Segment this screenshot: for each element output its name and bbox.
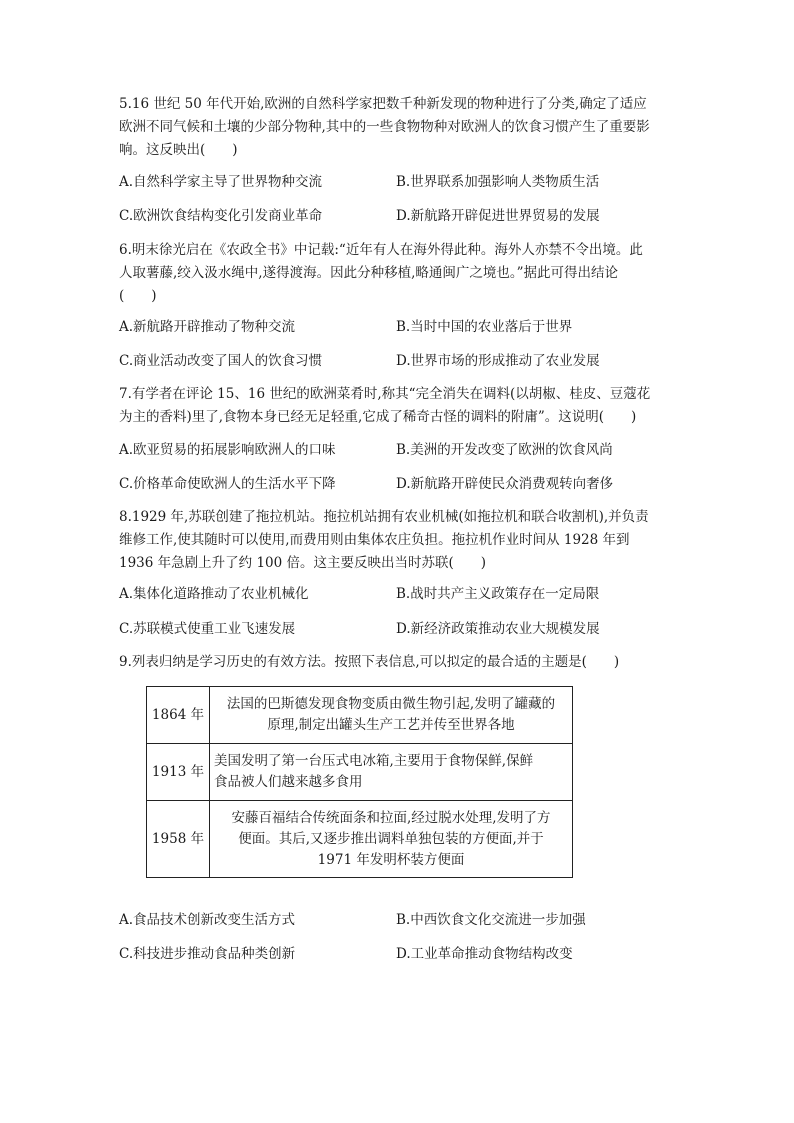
stem-line: 为主的香料)里了,食物本身已经无足轻重,它成了稀奇古怪的调料的附庸”。这说明( ) <box>119 409 637 425</box>
stem-line: 5.16 世纪 50 年代开始,欧洲的自然科学家把数千种新发现的物种进行了分类,确定了适应 <box>119 96 647 112</box>
stem-line: 响。这反映出( ) <box>119 142 238 158</box>
table-row <box>147 744 573 801</box>
option-b[interactable]: B.当时中国的农业落后于世界 <box>396 319 573 335</box>
question-9 <box>119 651 677 674</box>
option-d[interactable]: D.世界市场的形成推动了农业发展 <box>396 353 600 369</box>
question-5-options-row-1 <box>119 171 679 194</box>
stem-line: 1936 年急剧上升了约 100 倍。这主要反映出当时苏联( ) <box>119 555 487 571</box>
desc-line: 法国的巴斯德发现食物变质由微生物引起,发明了罐藏的 <box>226 696 556 712</box>
question-5-stem <box>119 93 677 162</box>
option-d[interactable]: D.新航路开辟促进世界贸易的发展 <box>396 208 600 224</box>
question-8 <box>119 506 677 575</box>
option-a[interactable]: A.集体化道路推动了农业机械化 <box>119 586 309 602</box>
desc-line: 安藤百福结合传统面条和拉面,经过脱水处理,发明了方 <box>231 809 551 826</box>
option-c[interactable]: C.价格革命使欧洲人的生活水平下降 <box>119 476 336 492</box>
question-5-options-row-2 <box>119 205 679 228</box>
option-a[interactable]: A.自然科学家主导了世界物种交流 <box>119 174 323 190</box>
question-6-stem <box>119 239 677 308</box>
question-6-options-row-1 <box>119 316 679 339</box>
question-8-stem <box>119 506 677 575</box>
desc-line: 便面。其后,又逐步推出调料单独包装的方便面,并于 <box>238 830 544 847</box>
question-7-options-row-2 <box>119 473 679 496</box>
question-8-options-row-1 <box>119 583 679 606</box>
question-5 <box>119 93 677 162</box>
stem-line: 7.有学者在评论 15、16 世纪的欧洲菜肴时,称其“完全消失在调料(以胡椒、桂皮、豆蔻花 <box>119 386 651 402</box>
question-7-stem <box>119 383 677 429</box>
table-row <box>147 801 573 878</box>
stem-line: ( ) <box>119 288 157 304</box>
history-info-table <box>146 686 573 878</box>
option-c[interactable]: C.苏联模式使重工业飞速发展 <box>119 621 296 637</box>
description-cell <box>210 801 573 878</box>
question-7-options-row-1 <box>119 439 679 462</box>
option-b[interactable]: B.世界联系加强影响人类物质生活 <box>396 174 600 190</box>
option-a[interactable]: A.欧亚贸易的拓展影响欧洲人的口味 <box>119 442 336 458</box>
question-9-options-row-1 <box>119 909 679 932</box>
stem-line: 维修工作,使其随时可以使用,而费用则由集体农庄负担。拖拉机作业时间从 1928 年到 <box>119 532 630 548</box>
year-cell: 1864 年 <box>147 687 210 744</box>
stem-line: 6.明末徐光启在《农政全书》中记载:“近年有人在海外得此种。海外人亦禁不令出境。此 <box>119 242 643 258</box>
option-d[interactable]: D.新经济政策推动农业大规模发展 <box>396 621 600 637</box>
desc-line: 美国发明了第一台压式电冰箱,主要用于食物保鲜,保鲜 <box>214 753 534 769</box>
question-9-stem <box>119 651 677 674</box>
year-cell: 1913 年 <box>147 744 210 801</box>
question-7 <box>119 383 677 429</box>
desc-line: 1971 年发明杯装方便面 <box>317 851 465 868</box>
option-b[interactable]: B.中西饮食文化交流进一步加强 <box>396 912 586 928</box>
desc-line: 原理,制定出罐头生产工艺并传至世界各地 <box>267 717 515 733</box>
question-6 <box>119 239 677 308</box>
stem-line: 欧洲不同气候和土壤的少部分物种,其中的一些食物物种对欧洲人的饮食习惯产生了重要影 <box>119 119 650 135</box>
option-d[interactable]: D.工业革命推动食物结构改变 <box>396 946 573 962</box>
option-b[interactable]: B.美洲的开发改变了欧洲的饮食风尚 <box>396 442 613 458</box>
option-a[interactable]: A.新航路开辟推动了物种交流 <box>119 319 296 335</box>
desc-line: 食品被人们越来越多食用 <box>214 774 363 790</box>
table-row <box>147 687 573 744</box>
option-c[interactable]: C.商业活动改变了国人的饮食习惯 <box>119 353 323 369</box>
description-cell <box>210 744 573 801</box>
option-c[interactable]: C.科技进步推动食品种类创新 <box>119 946 296 962</box>
stem-line: 人取薯藤,绞入汲水绳中,遂得渡海。因此分种移植,略通闽广之境也。”据此可得出结论 <box>119 265 619 281</box>
option-d[interactable]: D.新航路开辟使民众消费观转向奢侈 <box>396 476 614 492</box>
question-6-options-row-2 <box>119 350 679 373</box>
option-a[interactable]: A.食品技术创新改变生活方式 <box>119 912 296 928</box>
question-9-options-row-2 <box>119 943 679 966</box>
stem-line: 8.1929 年,苏联创建了拖拉机站。拖拉机站拥有农业机械(如拖拉机和联合收割机),并负责 <box>119 509 649 525</box>
option-c[interactable]: C.欧洲饮食结构变化引发商业革命 <box>119 208 323 224</box>
year-cell: 1958 年 <box>147 801 210 878</box>
option-b[interactable]: B.战时共产主义政策存在一定局限 <box>396 586 600 602</box>
question-8-options-row-2 <box>119 618 679 641</box>
description-cell <box>210 687 573 744</box>
stem-line: 9.列表归纳是学习历史的有效方法。按照下表信息,可以拟定的最合适的主题是( ) <box>119 654 620 670</box>
